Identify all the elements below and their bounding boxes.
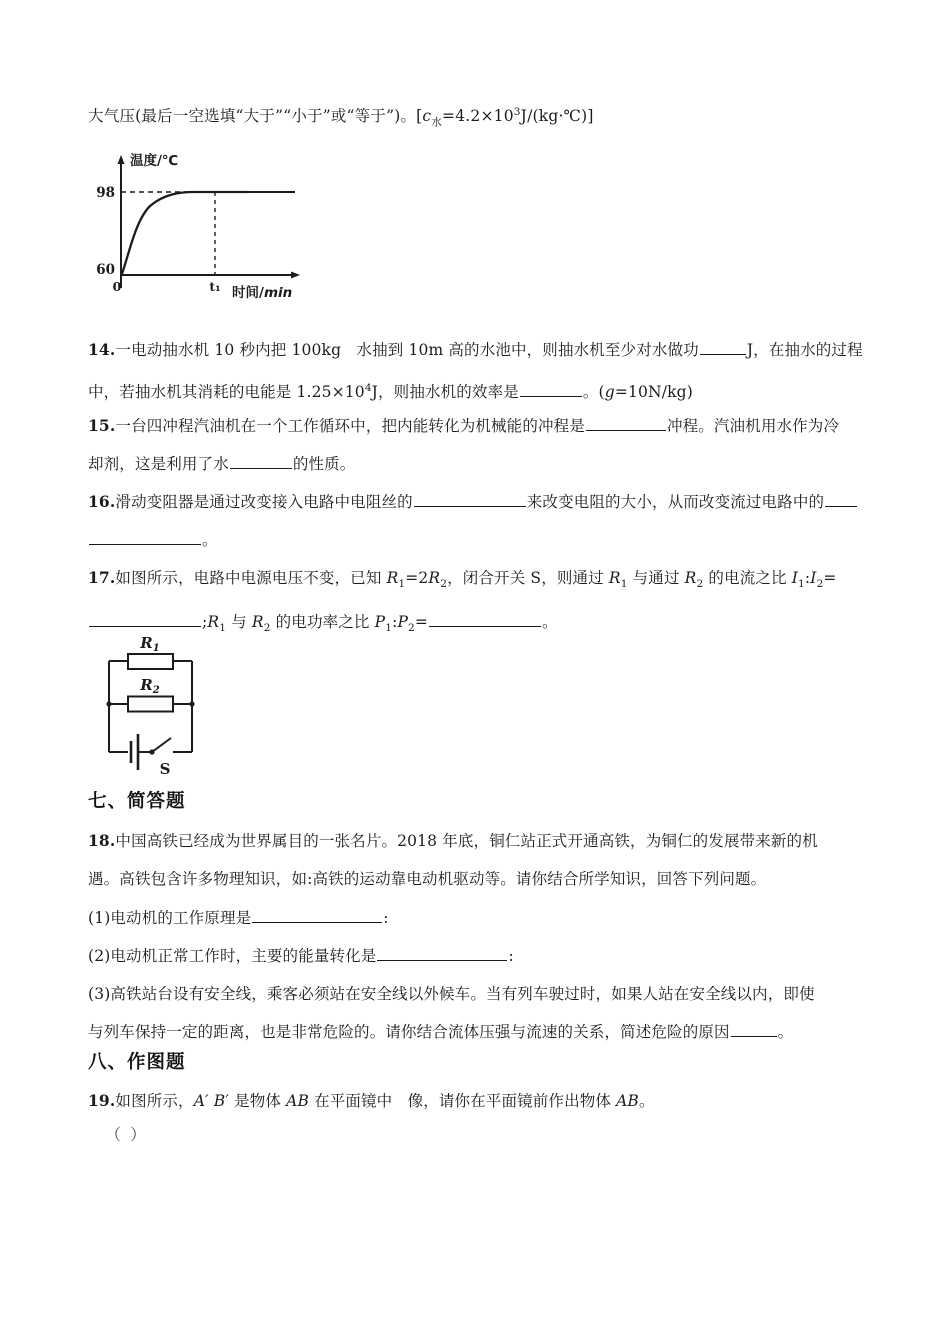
question-17-line1c: 与通过 [627, 569, 685, 587]
specific-heat-unit: J/(kg·℃)] [520, 107, 594, 126]
circuit-diagram-svg [95, 628, 215, 778]
question-19 [88, 1082, 878, 1120]
question-17-line1b: ，闭合开关 S，则通过 [447, 569, 609, 587]
p1-subscript: 1 [385, 622, 393, 635]
r1-symbol-a: R [386, 569, 399, 587]
r1-subscript-a: 1 [398, 578, 406, 591]
question-16-line1b: 来改变电阻的大小，从而改变流过电路中的 [526, 493, 825, 511]
question-19-text-d: 像，请你在平面镜前作出物体 [407, 1092, 617, 1110]
answer-blank-18-1[interactable] [252, 907, 382, 923]
question-14-line2b: J，则抽水机的效率是 [371, 383, 519, 402]
answer-blank-15-1[interactable] [586, 415, 666, 431]
answer-blank-15-2[interactable] [230, 453, 292, 469]
question-18 [88, 822, 878, 898]
r1-symbol-c: R [207, 613, 220, 632]
question-15-line2a: 却剂，这是利用了水 [88, 455, 229, 473]
r2-symbol-c: R [251, 613, 264, 632]
section-heading-7: 七、简答题 [88, 791, 186, 812]
question-18-sub1-text: (1)电动机的工作原理是 [88, 909, 252, 927]
question-14-line2c: 。( [582, 383, 605, 402]
section-heading-8: 八、作图题 [88, 1052, 186, 1073]
r1-symbol-b: R [608, 569, 621, 587]
question-18-sub3 [88, 975, 878, 1051]
r2-symbol-b: R [684, 569, 697, 587]
r2-subscript-a: 2 [440, 578, 448, 591]
question-17-line2e: 。 [542, 613, 558, 632]
r1-subscript-c: 1 [219, 622, 227, 635]
question-19-answer-parentheses[interactable]: （ ） [105, 1125, 149, 1144]
question-18-line1: 中国高铁已经成为世界属目的一张名片。2018 年底，铜仁站正式开通高铁，为铜仁的发展带来新的机 [115, 832, 818, 850]
answer-blank-14-2[interactable] [520, 381, 582, 397]
gravity-symbol: g [604, 383, 615, 402]
r2-subscript-c: 2 [263, 622, 271, 635]
question-17-eq: =2 [405, 569, 429, 587]
r2-subscript-b: 2 [696, 578, 704, 591]
circuit-diagram [95, 628, 215, 778]
question-15-number: 15. [88, 416, 116, 435]
question-14-line2a: 中，若抽水机其消耗的电能是 1.25×10 [88, 383, 365, 402]
answer-blank-17-2[interactable] [429, 611, 541, 627]
ratio-colon-2: : [392, 613, 398, 632]
question-17-line1d: 的电流之比 [703, 569, 792, 587]
question-14-line1a: 一电动抽水机 10 秒内把 100kg [115, 341, 342, 359]
question-18-line2: 遇。高铁包含许多物理知识，如:高铁的运动靠电动机驱动等。请你结合所学知识，回答下列问题。 [88, 870, 767, 888]
question-17-line2b: 与 [226, 613, 252, 632]
question-15 [88, 407, 878, 483]
question-16-line2b: 。 [202, 531, 218, 549]
r1-subscript-b: 1 [620, 578, 628, 591]
specific-heat-value: =4.2×10 [442, 107, 514, 126]
x-axis-label: 时间/min [232, 285, 293, 300]
question-14-number: 14. [88, 340, 116, 359]
question-19-text-a: 如图所示， [115, 1092, 194, 1110]
question-18-sub1 [88, 899, 878, 937]
answer-blank-18-2[interactable] [377, 945, 507, 961]
p2-symbol: P [397, 613, 409, 632]
i1-symbol: I [791, 569, 799, 587]
question-17-line2c: 的电功率之比 [270, 613, 375, 632]
answer-blank-16-2b[interactable] [89, 529, 201, 545]
question-17-line1e: = [823, 569, 837, 587]
question-18-sub3-line2a: 与列车保持一定的距离，也是非常危险的。请你结合流体压强与流速的关系，简述危险的原因 [88, 1023, 730, 1041]
p1-symbol: P [374, 613, 386, 632]
question-15-line1b: 冲程。汽油机用水作为冷 [666, 417, 840, 435]
p2-subscript: 2 [408, 622, 415, 635]
question-16 [88, 483, 878, 559]
i2-symbol: I [810, 569, 817, 587]
question-18-sub3-line2b: 。 [777, 1023, 794, 1041]
i2-subscript: 2 [816, 578, 824, 591]
question-18-sub2-end: : [508, 947, 514, 965]
question-18-sub2-text: (2)电动机正常工作时，主要的能量转化是 [88, 947, 377, 965]
answer-blank-16-2a[interactable] [825, 491, 857, 507]
ratio-colon-1: : [804, 569, 811, 587]
y-tick-98: 98 [96, 185, 115, 201]
x-tick-t1: t₁ [209, 279, 221, 294]
answer-blank-14-1[interactable] [700, 339, 746, 355]
question-15-line2b: 的性质。 [292, 455, 356, 473]
circuit-label-switch: S [159, 760, 171, 778]
origin-label: 0 [112, 279, 122, 294]
question-19-number: 19. [88, 1091, 116, 1110]
question-18-sub2 [88, 937, 878, 975]
temperature-time-graph-svg [88, 150, 318, 300]
top-fragment-line [88, 104, 594, 131]
question-17-number: 17. [88, 568, 116, 587]
question-17-line2d: = [414, 613, 429, 632]
circuit-label-r1: $R_1$ [140, 634, 160, 654]
object-ab-second: AB [616, 1092, 639, 1110]
question-19-text-c: 在平面镜中 [309, 1092, 393, 1110]
temperature-time-graph [88, 150, 318, 300]
answer-blank-18-3[interactable] [731, 1021, 777, 1037]
question-18-sub1-end: : [383, 909, 389, 927]
question-16-number: 16. [88, 492, 116, 511]
question-15-line1a: 一台四冲程汽油机在一个工作循环中，把内能转化为机械能的冲程是 [115, 417, 585, 435]
question-19-text-b: 是物体 [229, 1092, 287, 1110]
image-point-a-prime: A′ [193, 1092, 209, 1110]
question-18-sub3-line1: (3)高铁站台设有安全线，乘客必须站在安全线以外候车。当有列车驶过时，如果人站在安全线以内，即使 [88, 985, 815, 1003]
question-14 [88, 331, 878, 411]
object-ab-first: AB [286, 1092, 309, 1110]
answer-blank-16-1[interactable] [414, 491, 526, 507]
y-tick-60: 60 [96, 262, 115, 278]
question-14-line1c: J，在抽水的过程 [746, 341, 863, 359]
answer-blank-17-1[interactable] [89, 611, 201, 627]
top-fragment-lead: 大气压(最后一空选填“大于”“小于”或“等于”)。[ [88, 107, 423, 126]
question-14-line1b: 水抽到 10m 高的水池中，则抽水机至少对水做功 [356, 341, 699, 359]
r2-symbol-a: R [428, 569, 441, 587]
circuit-label-r2: $R_2$ [140, 676, 160, 696]
specific-heat-exponent: 3 [513, 106, 521, 118]
image-point-b-prime: B′ [213, 1092, 229, 1110]
y-axis-label: 温度/℃ [130, 153, 179, 169]
i1-subscript: 1 [798, 578, 805, 591]
question-18-number: 18. [88, 831, 116, 850]
question-17-line1a: 如图所示，电路中电源电压不变，已知 [115, 569, 387, 587]
specific-heat-symbol: c [422, 107, 432, 126]
question-14-line2d: =10N/kg) [614, 383, 693, 402]
question-14-exponent: 4 [364, 382, 372, 394]
question-19-text-e: 。 [638, 1092, 655, 1110]
question-17-line2a: ; [202, 613, 208, 632]
specific-heat-subscript: 水 [431, 116, 443, 129]
question-16-line1a: 滑动变阻器是通过改变接入电路中电阻丝的 [115, 493, 413, 511]
